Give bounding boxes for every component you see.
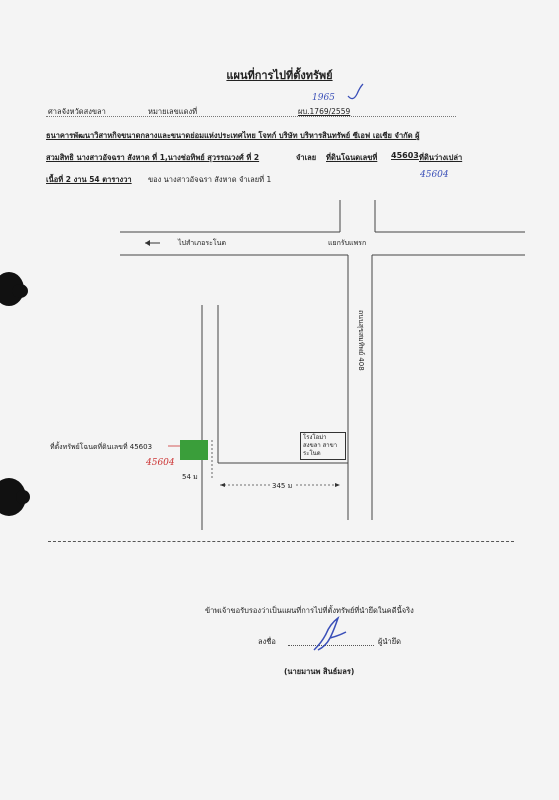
property-label: ที่ตั้งทรัพย์โฉนดที่ดินเลขที่ 45603 xyxy=(50,443,153,451)
page-title: แผนที่การไปที่ตั้งทรัพย์ xyxy=(226,69,333,82)
side-distance-label: 54 ม xyxy=(182,473,198,481)
sign-suffix: ผู้นำยึด xyxy=(378,637,401,646)
owner-line: ของ นางสาวอัจฉรา สังหาด จำเลยที่ 1 xyxy=(148,175,272,184)
handwritten-case-number: 1965 xyxy=(312,93,335,103)
vertical-road-label: ถนนสุขสมทิพย์ 408 xyxy=(357,310,365,371)
property-plot xyxy=(180,440,208,460)
certify-statement: ข้าพเจ้าขอรับรองว่าเป็นแผนที่การไปที่ตั้งทรัพย์ที่นำยึดในคดีนี้จริง xyxy=(205,606,414,615)
case-number: ผบ.1769/2559 xyxy=(298,107,351,116)
defendant-line: สวมสิทธิ นางสาวอัจฉรา สังหาด ที่ 1,นางช่อทิพย์ สุวรรณวงศ์ ที่ 2 xyxy=(46,153,260,162)
signer-name: (นายมานพ สินธ์มลร) xyxy=(284,667,355,676)
deed-label: ที่ดินโฉนดเลขที่ xyxy=(326,153,378,162)
junction-label: แยกรับแพรก xyxy=(328,239,367,247)
defendant-label: จำเลย xyxy=(296,153,317,162)
case-label: หมายเลขแดงที่ xyxy=(148,107,198,116)
area-line: เนื้อที่ 2 งาน 54 ตารางวา xyxy=(46,175,132,184)
section-divider xyxy=(48,541,514,542)
signature-mark xyxy=(308,612,350,654)
land-status: ที่ดินว่างเปล่า xyxy=(419,153,463,162)
handwritten-property-number: 45604 xyxy=(146,458,175,468)
branch-box-label: โรงโอม่า สงขลา สาขาระโนด xyxy=(300,432,346,460)
deed-number: 45603 xyxy=(391,151,419,160)
plaintiff-line: ธนาคารพัฒนาวิสาหกิจขนาดกลางและขนาดย่อมแห่งประเทศไทย โจทก์ บริษัท บริหารสินทรัพย์ ซีเอฟ เอเซีย จำกัด ผู้ xyxy=(46,131,420,140)
handwritten-deed-number: 45604 xyxy=(420,170,449,180)
bottom-distance-label: 345 ม xyxy=(272,482,293,490)
road-left-label: ไปสำเภอระโนด xyxy=(178,239,226,247)
court-label: ศาลจังหวัดสงขลา xyxy=(48,107,106,116)
sign-prefix: ลงชื่อ xyxy=(258,637,276,646)
